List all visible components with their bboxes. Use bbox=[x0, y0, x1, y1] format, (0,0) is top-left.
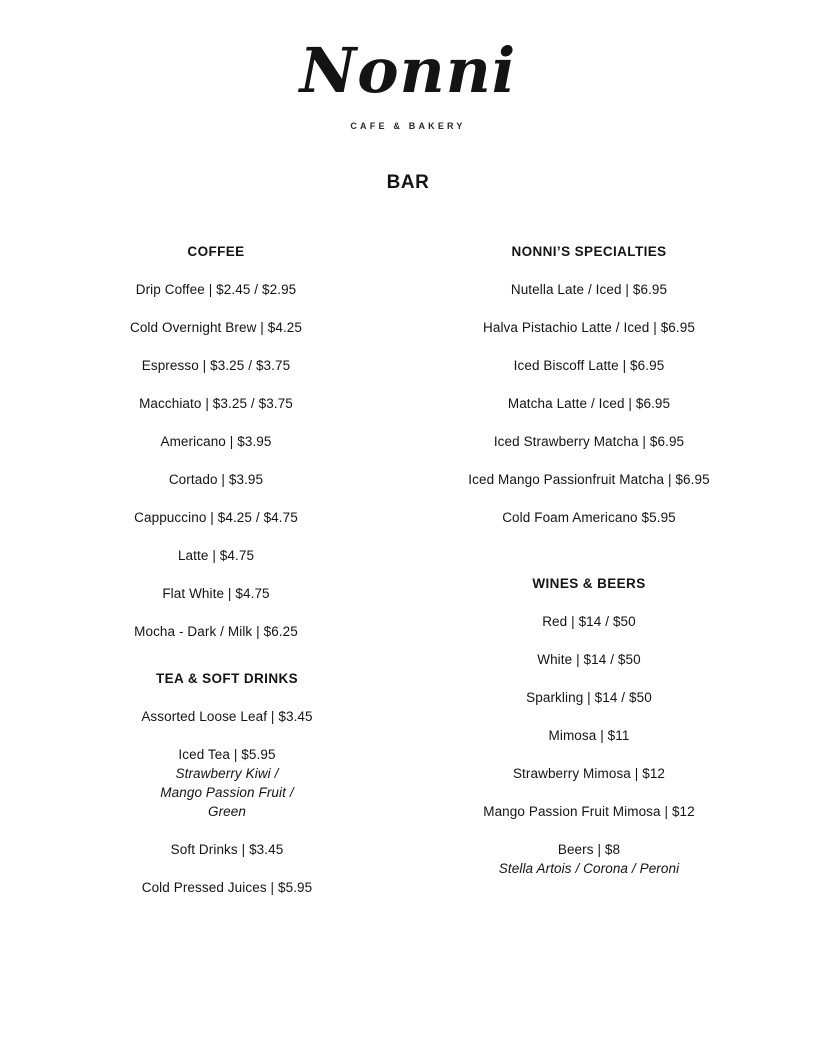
menu-item-text: Iced Tea | $5.95 bbox=[178, 747, 276, 762]
menu-item bbox=[37, 878, 417, 897]
menu-item-text: Espresso | $3.25 / $3.75 bbox=[141, 358, 291, 373]
menu-item bbox=[399, 802, 779, 821]
menu-item-text: Beers | $8 bbox=[557, 842, 621, 857]
menu-item-text: Red | $14 / $50 bbox=[542, 614, 636, 629]
menu-item bbox=[399, 764, 779, 783]
menu-item bbox=[26, 546, 406, 565]
menu-item-note: Green bbox=[207, 804, 247, 819]
menu-item-text: Iced Mango Passionfruit Matcha | $6.95 bbox=[468, 472, 710, 487]
section-heading: WINES & BEERS bbox=[532, 576, 646, 591]
section-heading: COFFEE bbox=[187, 244, 245, 259]
menu-item bbox=[26, 584, 406, 603]
menu-column-right bbox=[399, 242, 779, 878]
menu-item-text: White | $14 / $50 bbox=[537, 652, 641, 667]
menu-item bbox=[37, 707, 417, 726]
menu-section-nonnis-specialties bbox=[399, 242, 779, 527]
menu-section-wines-beers bbox=[399, 574, 779, 878]
menu-item bbox=[26, 622, 406, 641]
menu-item-text: Flat White | $4.75 bbox=[162, 586, 270, 601]
menu-item-text: Americano | $3.95 bbox=[160, 434, 272, 449]
menu-item bbox=[37, 745, 417, 821]
menu-item bbox=[399, 318, 779, 337]
menu-item bbox=[26, 394, 406, 413]
menu-item bbox=[399, 280, 779, 299]
menu-section-tea-soft-drinks bbox=[37, 669, 417, 897]
menu-title: BAR bbox=[386, 172, 430, 193]
menu-item-text: Macchiato | $3.25 / $3.75 bbox=[139, 396, 293, 411]
menu-item bbox=[399, 612, 779, 631]
menu-item bbox=[37, 840, 417, 859]
menu-item-text: Cold Foam Americano $5.95 bbox=[502, 510, 676, 525]
menu-item-text: Halva Pistachio Latte / Iced | $6.95 bbox=[483, 320, 695, 335]
menu-item-text: Cortado | $3.95 bbox=[168, 472, 264, 487]
menu-item bbox=[26, 432, 406, 451]
menu-item bbox=[399, 508, 779, 527]
menu-item-note: Stella Artois / Corona / Peroni bbox=[498, 861, 680, 876]
menu-item-text: Cold Overnight Brew | $4.25 bbox=[129, 320, 303, 335]
menu-item-text: Cold Pressed Juices | $5.95 bbox=[141, 880, 313, 895]
menu-item bbox=[26, 356, 406, 375]
section-heading: TEA & SOFT DRINKS bbox=[155, 671, 299, 686]
menu-item-text: Strawberry Mimosa | $12 bbox=[512, 766, 666, 781]
menu-item-note: Strawberry Kiwi / bbox=[175, 766, 279, 781]
menu-column-left bbox=[26, 242, 406, 897]
menu-item-text: Mango Passion Fruit Mimosa | $12 bbox=[483, 804, 695, 819]
menu-item-text: Soft Drinks | $3.45 bbox=[170, 842, 284, 857]
menu-item bbox=[26, 508, 406, 527]
section-heading: NONNI’S SPECIALTIES bbox=[511, 244, 667, 259]
menu-item bbox=[399, 470, 779, 489]
menu-item-text: Assorted Loose Leaf | $3.45 bbox=[141, 709, 313, 724]
menu-item bbox=[399, 840, 779, 878]
menu-item-text: Nutella Late / Iced | $6.95 bbox=[510, 282, 668, 297]
menu-item-text: Mimosa | $11 bbox=[548, 728, 630, 743]
menu-section-coffee bbox=[26, 242, 406, 641]
menu-item-text: Cappuccino | $4.25 / $4.75 bbox=[134, 510, 298, 525]
brand-logo: Nonni bbox=[299, 34, 517, 107]
menu-item bbox=[399, 394, 779, 413]
menu-item-text: Sparkling | $14 / $50 bbox=[526, 690, 652, 705]
menu-item bbox=[399, 688, 779, 707]
menu-item-text: Drip Coffee | $2.45 / $2.95 bbox=[135, 282, 297, 297]
menu-item bbox=[26, 318, 406, 337]
menu-item-text: Mocha - Dark / Milk | $6.25 bbox=[134, 624, 298, 639]
menu-item-text: Iced Strawberry Matcha | $6.95 bbox=[493, 434, 685, 449]
menu-item bbox=[399, 726, 779, 745]
menu-item-note: Mango Passion Fruit / bbox=[160, 785, 294, 800]
menu-item bbox=[399, 650, 779, 669]
menu-item bbox=[26, 280, 406, 299]
menu-item-text: Latte | $4.75 bbox=[177, 548, 255, 563]
menu-item bbox=[26, 470, 406, 489]
menu-item bbox=[399, 432, 779, 451]
brand-tagline: CAFE & BAKERY bbox=[350, 121, 466, 131]
menu-item bbox=[399, 356, 779, 375]
menu-item-text: Iced Biscoff Latte | $6.95 bbox=[513, 358, 665, 373]
menu-item-text: Matcha Latte / Iced | $6.95 bbox=[507, 396, 671, 411]
